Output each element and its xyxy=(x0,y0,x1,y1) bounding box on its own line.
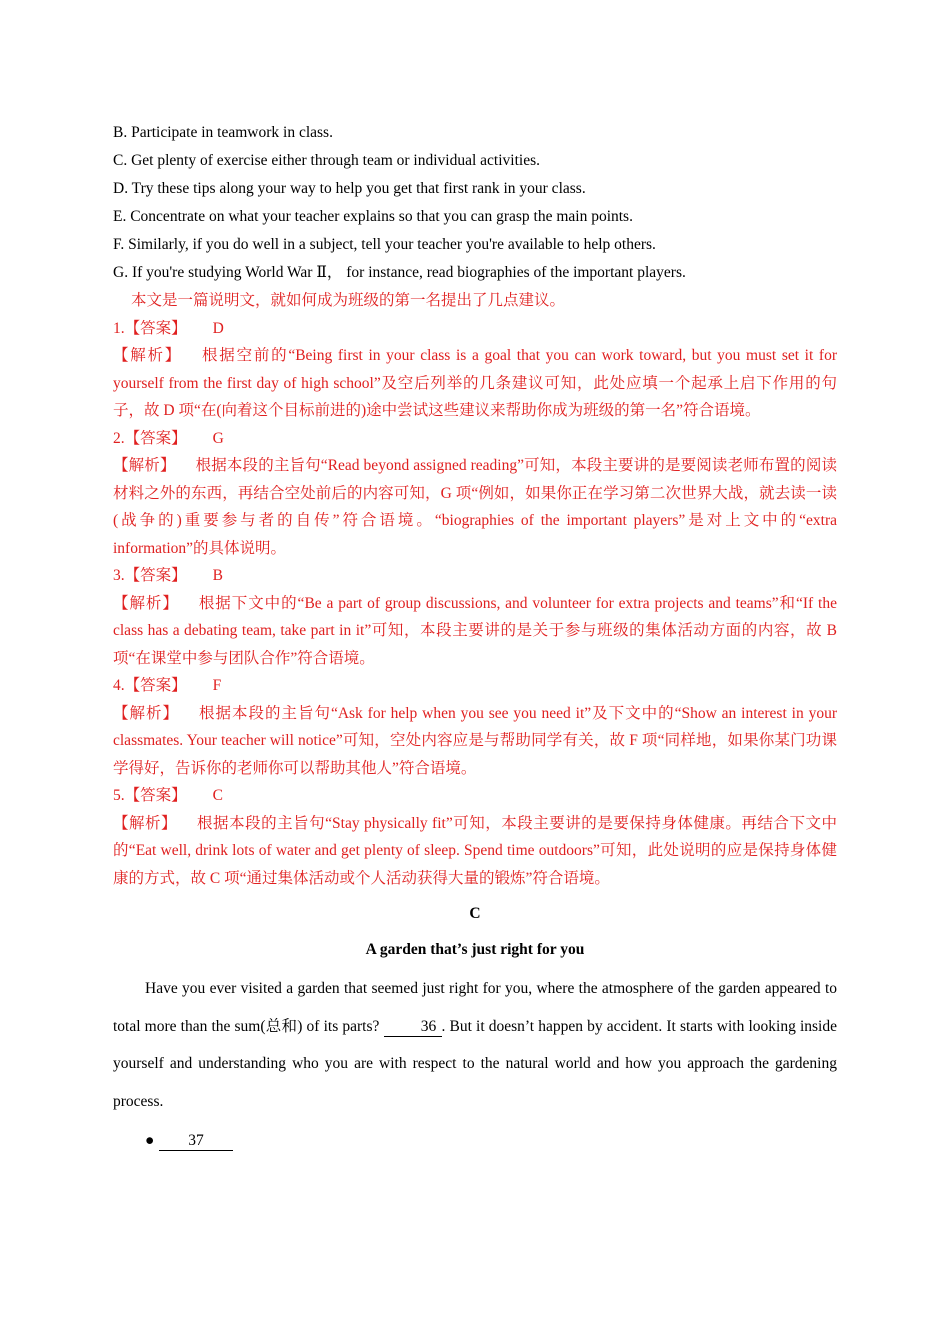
answer-value: B xyxy=(212,567,223,584)
analysis-1 xyxy=(113,342,837,425)
passage-summary: 本文是一篇说明文，就如何成为班级的第一名提出了几点建议。 xyxy=(131,292,566,309)
answer-number: 1. xyxy=(113,319,125,337)
answer-value: C xyxy=(212,787,223,804)
analysis-3 xyxy=(113,590,837,673)
answer-3 xyxy=(113,562,837,590)
answer-number: 2. xyxy=(113,429,125,447)
analysis-label: 【解析】 xyxy=(113,814,178,832)
option-g: G. If you're studying World War Ⅱ， for instance, read biographies of the important players. xyxy=(113,264,686,281)
analysis-5 xyxy=(113,810,837,893)
answer-label: 【答案】 xyxy=(124,677,187,694)
analysis-label: 【解析】 xyxy=(113,594,179,612)
analysis-text: 根据本段的主旨句“Read beyond assigned reading”可知，本段主要讲的是要阅读老师布置的阅读材料之外的东西，再结合空处前后的内容可知，G 项“例如，如果你正在学习第二次世界大战，就去读一读(战争的)重要参与者的自传”符合语境。“biographies of the important players”是对上文中的“extra information”的具体说明。 xyxy=(113,457,837,557)
answer-number: 3. xyxy=(113,567,125,584)
analysis-2 xyxy=(113,452,837,562)
answer-1 xyxy=(113,315,837,343)
bullet-item xyxy=(113,1126,837,1156)
analysis-text: 根据本段的主旨句“Stay physically fit”可知，本段主要讲的是要保持身体健康。再结合下文中的“Eat well, drink lots of water and get plenty of sleep. Spend time outdoors”可知，此处说明的应是保持身体健康的方式，故 C 项“通过集体活动或个人活动获得大量的锻炼”符合语境。 xyxy=(113,814,837,887)
paragraph-text-after: . But it doesn’t happen by accident. It starts with looking inside yourself and understanding who you are with respect to the natural world and how you approach the gardening process. xyxy=(113,1017,837,1110)
blank-37: 37 xyxy=(159,1132,233,1151)
answer-value: D xyxy=(212,319,224,337)
option-e: E. Concentrate on what your teacher explains so that you can grasp the main points. xyxy=(113,208,633,225)
document-content xyxy=(113,119,837,1156)
section-title: A garden that’s just right for you xyxy=(365,941,585,958)
option-f: F. Similarly, if you do well in a subject, tell your teacher you're available to help others. xyxy=(113,236,656,253)
option-b: B. Participate in teamwork in class. xyxy=(113,124,333,141)
paragraph-text-before: Have you ever visited a garden that seemed just right for you, where the atmosphere of the garden appeared to total more than the sum(总和) of its parts? xyxy=(113,980,837,1035)
answer-value: F xyxy=(212,677,222,694)
blank-36: 36 xyxy=(384,1018,442,1037)
answer-5 xyxy=(113,782,837,810)
options-list xyxy=(113,119,837,287)
answer-number: 4. xyxy=(113,677,125,694)
answer-value: G xyxy=(212,429,224,447)
answer-4 xyxy=(113,672,837,700)
passage-paragraph xyxy=(113,970,837,1120)
option-d: D. Try these tips along your way to help you get that first rank in your class. xyxy=(113,180,586,197)
analysis-text: 根据下文中的“Be a part of group discussions, and volunteer for extra projects and teams”和“If the class has a debating team, take part in it”可知，本段主要讲的是关于参与班级的集体活动方面的内容，故 B 项“在课堂中参与团队合作”符合语境。 xyxy=(113,594,837,667)
answer-label: 【答案】 xyxy=(124,567,187,584)
answer-label: 【答案】 xyxy=(124,787,187,804)
answer-label: 【答案】 xyxy=(124,319,187,337)
answer-label: 【答案】 xyxy=(124,429,187,447)
analysis-4 xyxy=(113,700,837,783)
answer-2 xyxy=(113,425,837,453)
analysis-text: 根据空前的“Being first in your class is a goal that you can work toward, but you must set it for yourself from the first day of high school”及空后列举的几条建议可知，此处应填一个起承上启下作用的句子，故 D 项“在(向着这个目标前进的)途中尝试这些建议来帮助你成为班级的第一名”符合语境。 xyxy=(113,347,837,419)
answer-number: 5. xyxy=(113,787,125,804)
bullet-dot-icon: ● xyxy=(145,1132,155,1149)
analysis-label: 【解析】 xyxy=(113,347,183,364)
analysis-label: 【解析】 xyxy=(113,457,176,474)
analysis-label: 【解析】 xyxy=(113,704,179,722)
option-c: C. Get plenty of exercise either through team or individual activities. xyxy=(113,152,540,169)
section-letter: C xyxy=(469,905,481,922)
analysis-text: 根据本段的主旨句“Ask for help when you see you need it”及下文中的“Show an interest in your classmates. Your teacher will notice”可知，空处内容应是与帮助同学有关，故 F 项“同样地，如果你某门功课学得好，告诉你的老师你可以帮助其他人”符合语境。 xyxy=(113,704,837,777)
